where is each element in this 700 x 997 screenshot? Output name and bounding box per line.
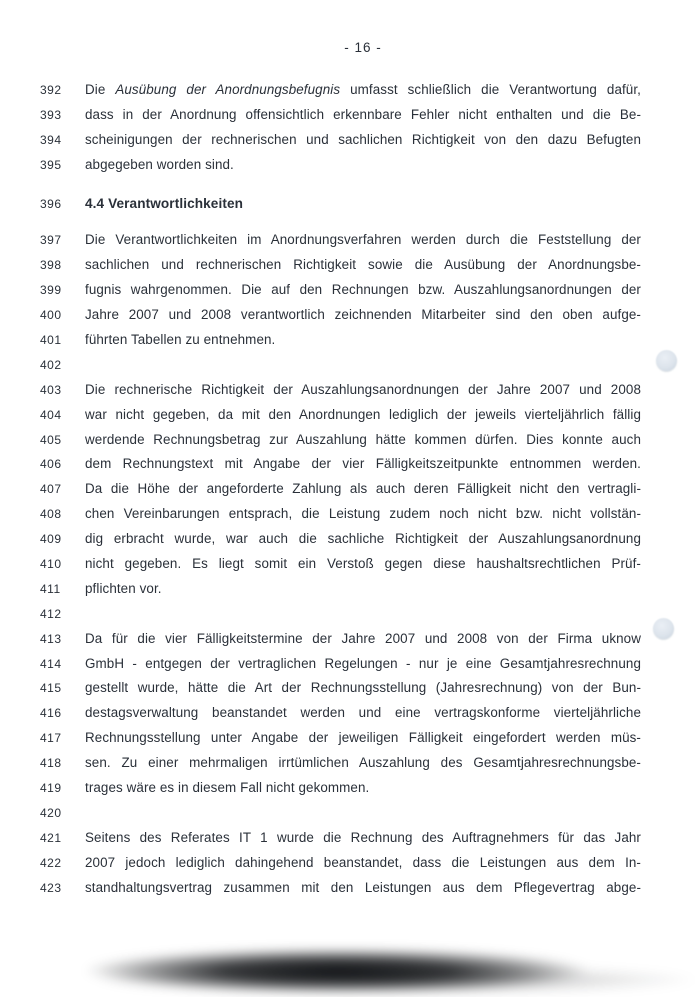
document-line xyxy=(40,527,641,552)
document-line xyxy=(40,502,641,527)
text-segment: Seitens des Referates IT 1 wurde die Rechnung des Auftragnehmers für das Jahr xyxy=(85,829,641,845)
document-line xyxy=(40,428,641,453)
document-line xyxy=(40,751,641,776)
line-number: 418 xyxy=(40,756,62,771)
line-number: 405 xyxy=(40,432,62,447)
document-line xyxy=(40,801,641,826)
document-line xyxy=(40,701,641,726)
line-number: 406 xyxy=(40,457,62,472)
text-segment: führten Tabellen zu entnehmen. xyxy=(85,332,276,348)
line-text xyxy=(85,128,641,153)
document-line xyxy=(40,253,641,278)
line-text xyxy=(85,78,641,103)
document-line xyxy=(40,552,641,577)
document-line xyxy=(40,876,641,901)
line-number: 402 xyxy=(40,357,62,372)
line-text xyxy=(85,552,641,577)
text-segment: 2007 jedoch lediglich dahingehend beanstandet, dass die Leistungen aus dem In- xyxy=(85,854,641,870)
line-number: 395 xyxy=(40,157,62,172)
line-text xyxy=(85,477,641,502)
line-number: 400 xyxy=(40,308,62,323)
text-segment: trages wäre es in diesem Fall nicht gekommen. xyxy=(85,780,370,796)
text-segment: sachlichen und rechnerischen Richtigkeit sowie die Ausübung der Anordnungsbe- xyxy=(85,257,641,273)
text-segment: gestellt wurde, hätte die Art der Rechnungsstellung (Jahresrechnung) von der Bun- xyxy=(85,680,641,696)
line-text xyxy=(85,192,641,217)
line-text xyxy=(85,602,641,627)
document-lines xyxy=(40,78,641,901)
text-segment: chen Vereinbarungen entsprach, die Leistung zudem noch nicht bzw. nicht vollstän- xyxy=(85,506,641,522)
text-segment: Die rechnerische Richtigkeit der Auszahlungsanordnungen der Jahre 2007 und 2008 xyxy=(85,381,641,397)
line-text xyxy=(85,652,641,677)
document-line xyxy=(40,477,641,502)
text-segment: war nicht gegeben, da mit den Anordnungen lediglich der jeweils vierteljährlich fällig xyxy=(85,406,641,422)
document-line xyxy=(40,353,641,378)
line-number: 417 xyxy=(40,731,62,746)
line-text xyxy=(85,452,641,477)
line-text xyxy=(85,726,641,751)
document-line xyxy=(40,676,641,701)
line-text xyxy=(85,278,641,303)
text-segment: dig erbracht wurde, war auch die sachliche Richtigkeit der Auszahlungsanordnung xyxy=(85,531,641,547)
line-text xyxy=(85,153,641,178)
line-number: 421 xyxy=(40,830,62,845)
line-number: 394 xyxy=(40,132,62,147)
line-number: 396 xyxy=(40,196,62,211)
line-text xyxy=(85,751,641,776)
document-line xyxy=(40,378,641,403)
line-number: 399 xyxy=(40,283,62,298)
line-number: 420 xyxy=(40,805,62,820)
document-line xyxy=(40,328,641,353)
document-line xyxy=(40,627,641,652)
line-text xyxy=(85,676,641,701)
text-segment: Rechnungsstellung unter Angabe der jeweiligen Fälligkeit eingefordert werden müs- xyxy=(85,730,641,746)
text-segment: werdende Rechnungsbetrag zur Auszahlung hätte kommen dürfen. Dies konnte auch xyxy=(85,431,641,447)
line-text xyxy=(85,378,641,403)
text-segment: dem Rechnungstext mit Angabe der vier Fälligkeitszeitpunkte entnommen werden. xyxy=(85,456,641,472)
line-text xyxy=(85,303,641,328)
document-line xyxy=(40,726,641,751)
document-line xyxy=(40,228,641,253)
line-number: 414 xyxy=(40,656,62,671)
document-line xyxy=(40,153,641,178)
document-line xyxy=(40,776,641,801)
line-number: 419 xyxy=(40,781,62,796)
line-number: 407 xyxy=(40,482,62,497)
line-text xyxy=(85,502,641,527)
line-text xyxy=(85,253,641,278)
document-line xyxy=(40,577,641,602)
line-text xyxy=(85,701,641,726)
line-number: 408 xyxy=(40,507,62,522)
line-number: 392 xyxy=(40,83,62,97)
line-number: 393 xyxy=(40,107,62,122)
line-text xyxy=(85,627,641,652)
line-text xyxy=(85,826,641,851)
punch-hole-bottom xyxy=(653,618,674,639)
document-line xyxy=(40,278,641,303)
scanner-shadow-artifact xyxy=(28,928,700,997)
document-line xyxy=(40,128,641,153)
text-segment: sen. Zu einer mehrmaligen irrtümlichen Auszahlung des Gesamtjahresrechnungsbe- xyxy=(85,755,641,771)
text-segment: Da die Höhe der angeforderte Zahlung als auch deren Fälligkeit nicht den vertragli- xyxy=(85,481,641,497)
line-number: 397 xyxy=(40,233,62,248)
text-segment: nicht gegeben. Es liegt somit ein Verstoß gegen diese haushaltsrechtlichen Prüf- xyxy=(85,556,641,572)
line-number: 401 xyxy=(40,333,62,348)
line-number: 404 xyxy=(40,407,62,422)
line-number: 413 xyxy=(40,631,62,646)
document-line xyxy=(40,826,641,851)
document-line xyxy=(40,452,641,477)
line-number: 403 xyxy=(40,382,62,397)
line-text xyxy=(85,801,641,826)
text-segment: Da für die vier Fälligkeitstermine der Jahre 2007 und 2008 von der Firma uknow xyxy=(85,630,641,646)
text-segment: destagsverwaltung beanstandet werden und eine vertragskonforme vierteljährliche xyxy=(85,705,641,721)
text-segment: scheinigungen der rechnerischen und sachlichen Richtigkeit von den dazu Befugten xyxy=(85,131,641,147)
text-segment: umfasst schließlich die Verantwortung dafür, xyxy=(340,82,641,97)
text-segment: pflichten vor. xyxy=(85,580,162,596)
document-line xyxy=(40,303,641,328)
line-number: 416 xyxy=(40,706,62,721)
document-line xyxy=(40,78,641,103)
line-text xyxy=(85,403,641,428)
text-segment: fugnis wahrgenommen. Die auf den Rechnungen bzw. Auszahlungsanordnungen der xyxy=(85,282,641,298)
document-line xyxy=(40,851,641,876)
document-line xyxy=(40,602,641,627)
text-segment: standhaltungsvertrag zusammen mit den Leistungen aus dem Pflegevertrag abge- xyxy=(85,879,641,895)
page-number: - 16 - xyxy=(344,40,382,55)
line-text xyxy=(85,353,641,378)
line-text xyxy=(85,876,641,901)
line-text xyxy=(85,776,641,801)
line-number: 422 xyxy=(40,855,62,870)
line-number: 411 xyxy=(40,581,61,596)
line-number: 423 xyxy=(40,880,62,895)
line-text xyxy=(85,577,641,602)
line-text xyxy=(85,428,641,453)
line-number: 410 xyxy=(40,557,62,572)
text-segment: Die xyxy=(85,82,116,97)
line-text xyxy=(85,103,641,128)
text-segment: Jahre 2007 und 2008 verantwortlich zeichnenden Mitarbeiter sind den oben aufge- xyxy=(85,307,641,323)
document-line xyxy=(40,103,641,128)
text-segment: 4.4 Verantwortlichkeiten xyxy=(85,195,244,211)
line-number: 398 xyxy=(40,258,62,273)
line-text xyxy=(85,527,641,552)
emphasized-text: Ausübung der Anordnungsbefugnis xyxy=(115,82,341,97)
text-segment: GmbH - entgegen der vertraglichen Regelungen - nur je eine Gesamtjahresrechnung xyxy=(85,655,641,671)
text-segment: dass in der Anordnung offensichtlich erkennbare Fehler nicht enthalten und die Be- xyxy=(85,106,641,122)
document-line xyxy=(40,652,641,677)
line-text xyxy=(85,851,641,876)
line-text xyxy=(85,228,641,253)
text-segment: abgegeben worden sind. xyxy=(85,156,234,172)
line-number: 415 xyxy=(40,681,62,696)
document-line xyxy=(40,403,641,428)
text-segment: Die Verantwortlichkeiten im Anordnungsverfahren werden durch die Feststellung der xyxy=(85,232,641,248)
punch-hole-top xyxy=(656,350,677,371)
line-text xyxy=(85,328,641,353)
line-number: 412 xyxy=(40,606,62,621)
line-number: 409 xyxy=(40,532,62,547)
section-heading-line xyxy=(40,192,641,217)
